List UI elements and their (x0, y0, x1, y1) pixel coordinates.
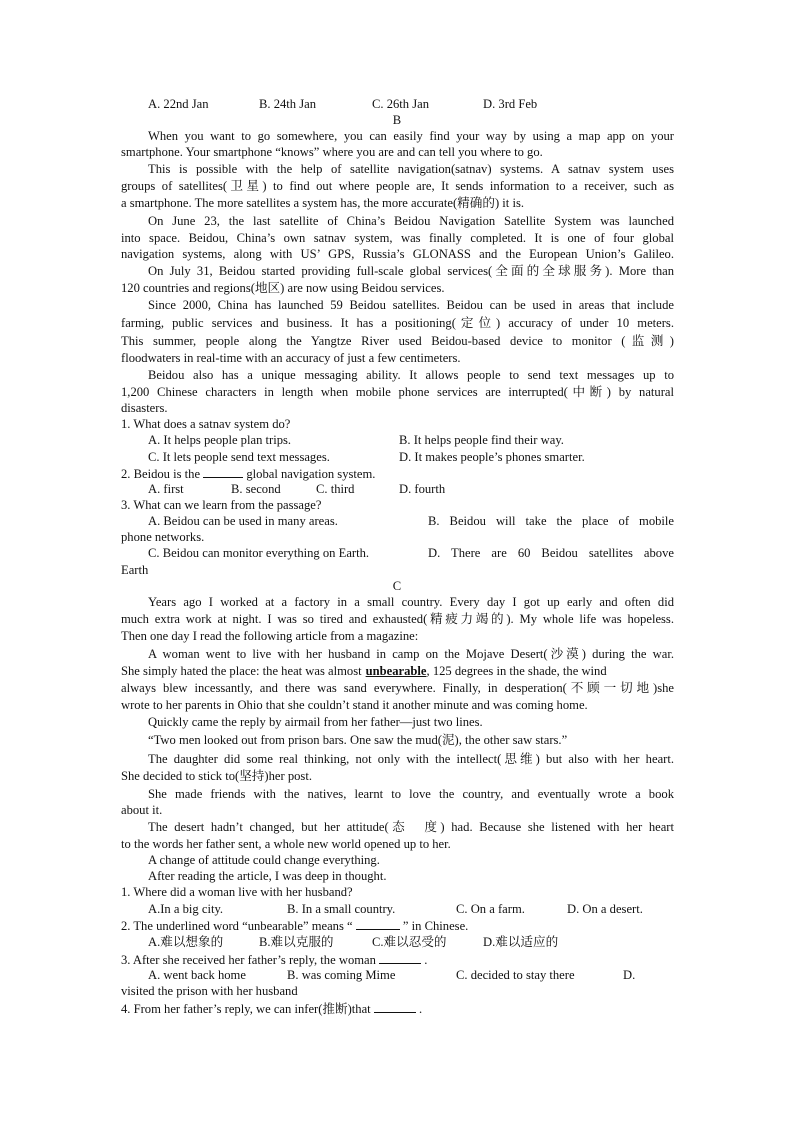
paragraph-line: wrote to her parents in Ohio that she couldn’t stand it another minute and was coming home. (121, 698, 588, 712)
question-stem (121, 951, 427, 968)
question-stem (121, 465, 375, 482)
paragraph-line: This summer, people along the Yangtze River used Beidou-based device to monitor (监测) (121, 334, 674, 348)
paragraph-line: a smartphone. The more satellites a system has, the more accurate(精确的) it is. (121, 196, 524, 210)
answer-option: D. There are 60 Beidou satellites above (428, 546, 674, 560)
paragraph-line: Years ago I worked at a factory in a small country. Every day I got up early and often did (148, 595, 674, 609)
question-stem (121, 917, 468, 934)
question-stem: 3. What can we learn from the passage? (121, 498, 322, 512)
paragraph-line: A woman went to live with her husband in camp on the Mojave Desert(沙漠) during the war. (148, 647, 674, 661)
paragraph-line: always blew incessantly, and there was sand everywhere. Finally, in desperation(不顾一切地)she (121, 681, 674, 695)
option-b: B. 24th Jan (259, 97, 317, 111)
answer-option-continued: Earth (121, 563, 149, 577)
paragraph-line: Since 2000, China has launched 59 Beidou satellites. Beidou can be used in areas that include (148, 298, 674, 312)
paragraph-line: Quickly came the reply by airmail from her father—just two lines. (148, 715, 483, 729)
paragraph-line: 1,200 Chinese characters in length when mobile phone services are interrupted(中断) by natural (121, 385, 674, 399)
answer-blank (374, 1000, 416, 1013)
paragraph-line: On July 31, Beidou started providing full-scale global services(全面的全球服务). More than (148, 264, 674, 278)
paragraph-line: On June 23, the last satellite of China’s Beidou Navigation Satellite System was launched (148, 214, 674, 228)
question-stem (121, 1000, 422, 1017)
passage-c-heading: C (392, 579, 402, 593)
question-stem-text: ” in Chinese. (402, 919, 469, 933)
question-stem: 1. Where did a woman live with her husband? (121, 885, 353, 899)
answer-option: B. Beidou will take the place of mobile (428, 514, 674, 528)
paragraph-line: groups of satellites(卫星) to find out where people are, It sends information to a receiver, such as (121, 179, 674, 193)
answer-option: A. Beidou can be used in many areas. (148, 514, 338, 528)
answer-option: A. first (148, 482, 184, 496)
question-stem-text: global navigation system. (246, 467, 376, 481)
question-stem-text: 2. Beidou is the (121, 467, 201, 481)
answer-option: B. In a small country. (287, 902, 396, 916)
question-stem-text: 3. After she received her father’s reply, the woman (121, 953, 376, 967)
underlined-word: unbearable (365, 664, 427, 678)
paragraph-line: to the words her father sent, a whole new world opened up to her. (121, 837, 451, 851)
paragraph-line: much extra work at night. I was so tired and exhausted(精疲力竭的). My whole life was hopeless. (121, 612, 674, 626)
paragraph-line: navigation systems, along with US’ GPS, Russia’s GLONASS and the European Union’s Galileo. (121, 247, 674, 261)
paragraph-line: farming, public services and business. It has a positioning(定位) accuracy of under 10 meters. (121, 316, 674, 330)
answer-option-continued: phone networks. (121, 530, 205, 544)
paragraph-line: The desert hadn’t changed, but her attitude(态 度) had. Because she listened with her heart (148, 820, 674, 834)
answer-option: C. third (316, 482, 355, 496)
answer-option: A. It helps people plan trips. (148, 433, 292, 447)
question-stem: 1. What does a satnav system do? (121, 417, 291, 431)
paragraph-text: , 125 degrees in the shade, the wind (426, 664, 607, 678)
answer-option: D. (623, 968, 636, 982)
question-stem-text: . (424, 953, 428, 967)
answer-option: A.难以想象的 (148, 935, 224, 949)
paragraph-line: When you want to go somewhere, you can easily find your way by using a map app on your (148, 129, 674, 143)
answer-option: D. On a desert. (567, 902, 643, 916)
paragraph-text (362, 663, 674, 679)
answer-option: A. went back home (148, 968, 246, 982)
paragraph-line: “Two men looked out from prison bars. One saw the mud(泥), the other saw stars.” (148, 733, 568, 747)
answer-option: C. On a farm. (456, 902, 525, 916)
answer-option: C. Beidou can monitor everything on Earth. (148, 546, 370, 560)
answer-blank (356, 917, 400, 930)
answer-option: B. was coming Mime (287, 968, 396, 982)
paragraph-line: Then one day I read the following article from a magazine: (121, 629, 419, 643)
passage-b-heading: B (392, 113, 402, 127)
answer-option: A.In a big city. (148, 902, 224, 916)
paragraph-line: disasters. (121, 401, 168, 415)
answer-option: B.难以克服的 (259, 935, 334, 949)
paragraph-line: into space. Beidou, China’s own satnav system, was finally completed. It is one of four global (121, 231, 674, 245)
answer-option-continued: visited the prison with her husband (121, 984, 298, 998)
answer-option: C. It lets people send text messages. (148, 450, 330, 464)
answer-option: B. second (231, 482, 281, 496)
option-a: A. 22nd Jan (148, 97, 209, 111)
paragraph-line: Beidou also has a unique messaging ability. It allows people to send text messages up to (148, 368, 674, 382)
paragraph-line: about it. (121, 803, 163, 817)
paragraph-line (121, 663, 674, 679)
paragraph-line: She decided to stick to(坚持)her post. (121, 769, 312, 783)
answer-option: D.难以适应的 (483, 935, 559, 949)
answer-option: D. It makes people’s phones smarter. (399, 450, 585, 464)
question-stem-text: . (419, 1002, 423, 1016)
paragraph-line: smartphone. Your smartphone “knows” where you are and can tell you where to go. (121, 145, 543, 159)
answer-option: C. decided to stay there (456, 968, 575, 982)
paragraph-line: This is possible with the help of satellite navigation(satnav) systems. A satnav system uses (148, 162, 674, 176)
question-stem-text: 2. The underlined word “unbearable” means “ (121, 919, 353, 933)
question-stem-text: 4. From her father’s reply, we can infer(推断)that (121, 1002, 371, 1016)
answer-blank (203, 465, 243, 478)
answer-option: B. It helps people find their way. (399, 433, 564, 447)
paragraph-line: floodwaters in real-time with an accuracy of just a few centimeters. (121, 351, 461, 365)
answer-option: C.难以忍受的 (372, 935, 447, 949)
option-c: C. 26th Jan (372, 97, 430, 111)
paragraph-line: A change of attitude could change everything. (148, 853, 380, 867)
paragraph-line: The daughter did some real thinking, not only with the intellect(思维) but also with her heart. (148, 752, 674, 766)
paragraph-line: After reading the article, I was deep in thought. (148, 869, 387, 883)
answer-option: D. fourth (399, 482, 446, 496)
paragraph-text: She simply hated the place: the heat was almost (121, 664, 362, 678)
paragraph-line: 120 countries and regions(地区) are now using Beidou services. (121, 281, 445, 295)
paragraph-line: She made friends with the natives, learnt to love the country, and eventually wrote a book (148, 787, 674, 801)
option-d: D. 3rd Feb (483, 97, 538, 111)
answer-blank (379, 951, 421, 964)
